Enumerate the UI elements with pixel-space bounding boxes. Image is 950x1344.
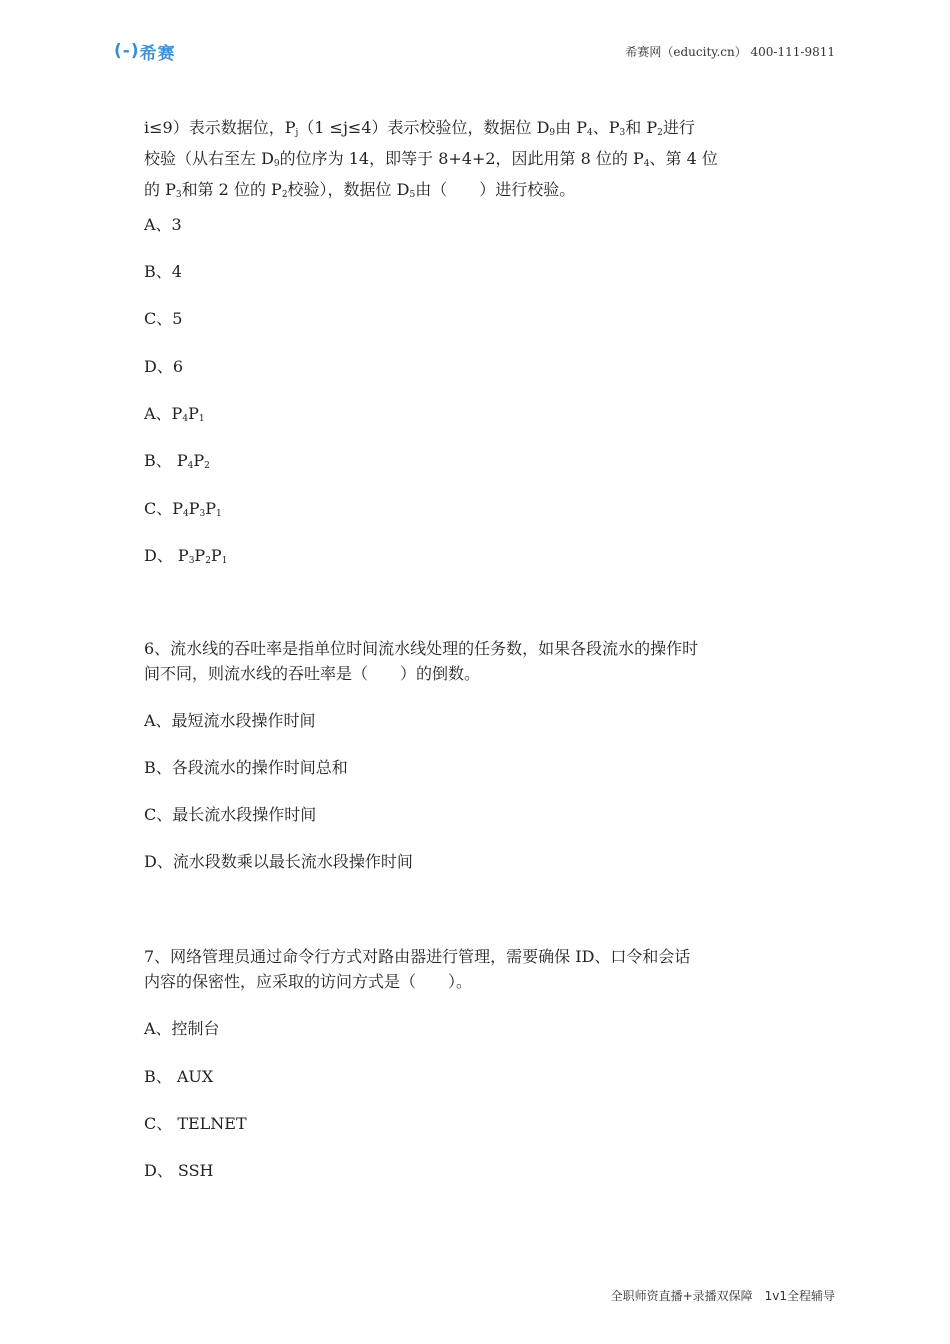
q6-option-c[interactable]: C、最长流水段操作时间 xyxy=(144,805,317,824)
q5-option-a2[interactable]: A、$P_4P_1$ xyxy=(144,404,205,424)
q6-stem xyxy=(144,636,824,686)
q5-option-d[interactable]: D、6 xyxy=(144,357,184,376)
q7-option-c[interactable]: C、 TELNET xyxy=(144,1114,247,1133)
q5-stem-line-3: 的 $P_3$和第 2 位的 $P_2$校验），数据位 $D_5$由（ ）进行校验。 xyxy=(144,180,576,200)
q7-option-d[interactable]: D、 SSH xyxy=(144,1161,214,1180)
q5-option-c[interactable]: C、5 xyxy=(144,309,183,328)
q6-stem-line-1: 6、流水线的吞吐率是指单位时间流水线处理的任务数，如果各段流水的操作时 xyxy=(144,639,699,658)
q5-option-b2[interactable]: B、 $P_4P_2$ xyxy=(144,451,210,471)
q5-stem xyxy=(144,115,824,208)
q6-option-d[interactable]: D、流水段数乘以最长流水段操作时间 xyxy=(144,852,413,871)
q5-option-c2[interactable]: C、$P_4P_3P_1$ xyxy=(144,499,222,519)
logo xyxy=(114,40,176,62)
header-contact: 希赛网（educity.cn） 400-111-9811 xyxy=(625,45,835,59)
q7-stem-line-2: 内容的保密性，应采取的访问方式是（ ）。 xyxy=(144,972,473,991)
q6-option-b[interactable]: B、各段流水的操作时间总和 xyxy=(144,758,348,777)
q6-option-a[interactable]: A、最短流水段操作时间 xyxy=(144,711,316,730)
q5-stem-line-1: i≤9）表示数据位，$P_j(1 \le j\le 4)$表示校验位，数据位 $D_9$由 $P_4$、$P_3$和 $P_2$进行 xyxy=(144,118,695,138)
q5-option-d2[interactable]: D、 $P_3P_2P_1$ xyxy=(144,546,228,566)
q7-stem-line-1: 7、网络管理员通过命令行方式对路由器进行管理，需要确保 ID、口令和会话 xyxy=(144,947,691,966)
q7-stem xyxy=(144,944,824,994)
q5-stem-line-2: 校验（从右至左 $D_9$的位序为 14，即等于 8+4+2，因此用第 8 位的 $P_4$、第 4 位 xyxy=(144,149,718,169)
q6-stem-line-2: 间不同，则流水线的吞吐率是（ ）的倒数。 xyxy=(144,664,481,683)
q7-option-a[interactable]: A、控制台 xyxy=(144,1019,220,1038)
q5-option-a[interactable]: A、3 xyxy=(144,215,182,234)
logo-icon: (-) xyxy=(114,41,140,61)
logo-text: 希赛 xyxy=(139,43,176,64)
footer-slogan: 全职师资直播+录播双保障 1v1全程辅导 xyxy=(610,1289,835,1303)
q5-option-b[interactable]: B、4 xyxy=(144,262,182,281)
q7-option-b[interactable]: B、 AUX xyxy=(144,1067,214,1086)
